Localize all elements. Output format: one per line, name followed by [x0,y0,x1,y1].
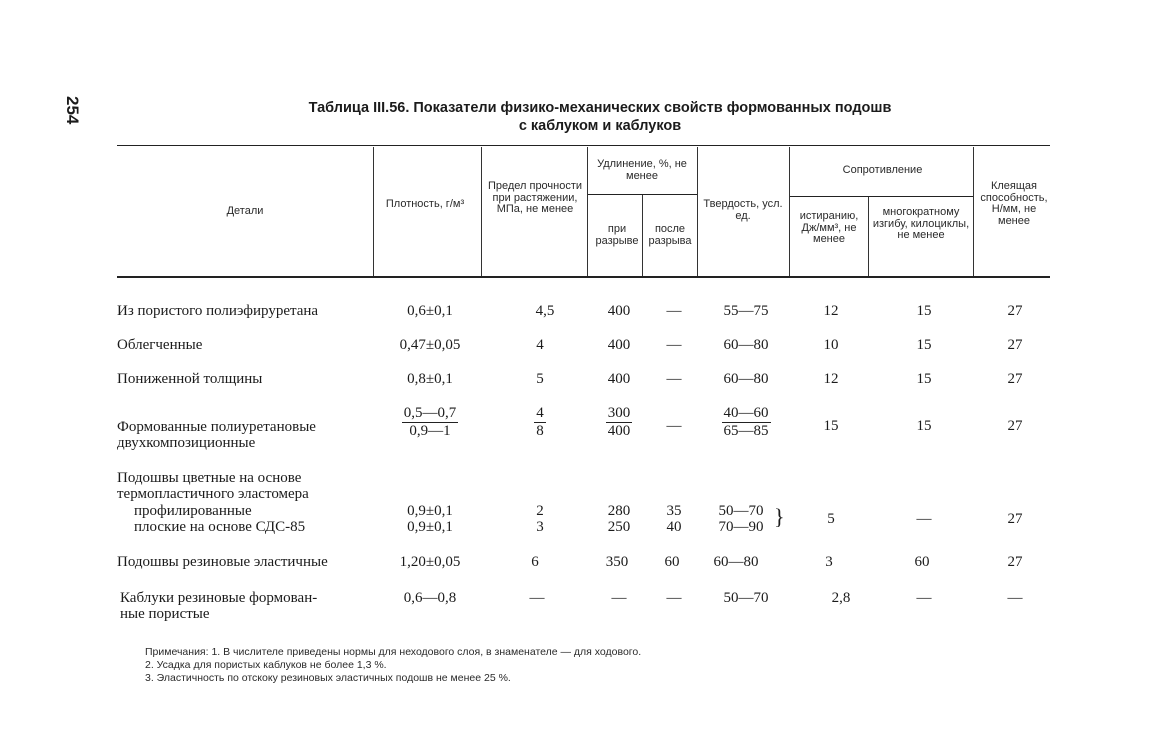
header-divider [481,147,482,276]
table-notes [145,646,641,685]
subrow-name: профилированные [134,503,252,519]
at-break-cell: 350 [605,554,629,570]
at-break-cell: 400 [607,303,631,319]
density-cell: 0,47±0,05 [399,337,461,353]
abrasion-cell: 5 [827,511,835,527]
strength-fraction [490,405,590,440]
resistance-subrule [790,196,973,197]
header-flex: многократному изгибу, килоциклы, не менее [872,206,970,241]
row-name: Облегченные [117,337,203,353]
strength-cell: 4,5 [535,303,555,319]
adhesion-cell: 27 [1007,337,1023,353]
note-line: 2. Усадка для пористых каблуков не более 1,3 %. [145,659,387,671]
flex-cell: — [916,511,932,527]
row-name-continued: термопластичного эластомера [117,486,309,502]
flex-cell: — [916,590,932,606]
strength-cell: 6 [531,554,539,570]
hardness-cell: 70—90 [718,519,764,535]
note-line: 3. Эластичность по отскоку резиновых эластичных подошв не менее 25 %. [145,672,511,684]
row-name: Подошвы цветные на основе [117,470,302,486]
table-title-continued: с каблуком и каблуков [518,118,682,134]
strength-denominator: 8 [536,423,544,439]
at-break-cell: 400 [607,371,631,387]
hardness-cell: 60—80 [713,554,759,570]
adhesion-cell: 27 [1007,371,1023,387]
adhesion-cell: 27 [1007,418,1023,434]
row-name: Из пористого полиэфируретана [117,303,319,319]
hardness-numerator: 40—60 [723,405,769,421]
row-name: Подошвы резиновые эластичные [117,554,328,570]
strength-cell: 2 [536,503,544,519]
subrow-name: плоские на основе СДС-85 [134,519,306,535]
at-break-numerator: 300 [607,405,631,421]
adhesion-cell: — [1007,590,1023,606]
row-name: Каблуки резиновые формован- [120,590,318,606]
at-break-fraction [590,405,648,440]
density-cell: 0,6—0,8 [403,590,457,606]
density-cell: 0,8±0,1 [407,371,453,387]
header-details: Детали [226,205,264,217]
at-break-cell: 250 [607,519,631,535]
hardness-cell: 60—80 [723,371,769,387]
header-bottom-rule [117,276,1050,278]
strength-cell: 3 [536,519,544,535]
adhesion-cell: 27 [1007,303,1023,319]
at-break-cell: 280 [607,503,631,519]
table-title: Таблица III.56. Показатели физико-механических свойств формованных подошв [308,100,892,116]
after-break-cell: — [666,590,682,606]
density-numerator: 0,5—0,7 [403,405,457,421]
adhesion-cell: 27 [1007,511,1023,527]
at-break-denominator: 400 [607,423,631,439]
after-break-cell: — [666,418,682,434]
header-divider [697,147,698,276]
abrasion-cell: 10 [823,337,839,353]
flex-cell: 15 [916,371,932,387]
after-break-cell: — [666,303,682,319]
header-hardness: Твердость, усл. ед. [703,198,783,222]
header-divider [587,147,588,276]
hardness-cell: 55—75 [723,303,769,319]
at-break-cell: 400 [607,337,631,353]
strength-numerator: 4 [536,405,544,421]
header-divider [868,197,869,276]
header-divider [373,147,374,276]
after-break-cell: 40 [666,519,682,535]
header-divider [973,147,974,276]
abrasion-cell: 3 [825,554,833,570]
adhesion-cell: 27 [1007,554,1023,570]
header-strength: Предел прочности при растяжении, МПа, не менее [487,180,583,215]
header-elongation-after-break: после разрыва [648,223,692,247]
flex-cell: 15 [916,303,932,319]
strength-cell: 4 [536,337,544,353]
header-top-rule [117,145,1050,146]
note-line: Примечания: 1. В числителе приведены нормы для неходового слоя, в знаменателе — для ходового. [145,646,642,658]
hardness-cell: 50—70 [718,503,764,519]
header-elongation: Удлинение, %, не менее [597,158,687,182]
strength-cell: — [529,590,545,606]
header-abrasion: истиранию, Дж/мм³, не менее [799,210,859,245]
abrasion-cell: 2,8 [831,590,851,606]
brace-icon: } [774,504,785,529]
after-break-cell: 60 [664,554,680,570]
flex-cell: 15 [916,337,932,353]
header-divider [789,147,790,276]
header-density: Плотность, г/м³ [385,198,465,210]
hardness-denominator: 65—85 [723,423,769,439]
header-divider [642,195,643,276]
hardness-cell: 60—80 [723,337,769,353]
density-fraction [380,405,480,440]
strength-cell: 5 [536,371,544,387]
flex-cell: 60 [914,554,930,570]
header-elongation-at-break: при разрыве [595,223,639,247]
header-resistance: Сопротивление [842,164,923,176]
density-cell: 1,20±0,05 [399,554,461,570]
density-denominator: 0,9—1 [409,423,451,439]
row-name: Пониженной толщины [117,371,263,387]
row-name: Формованные полиуретановые [117,419,316,435]
at-break-cell: — [611,590,627,606]
page-number: 254 [63,96,82,125]
flex-cell: 15 [916,418,932,434]
hardness-cell: 50—70 [723,590,769,606]
after-break-cell: 35 [666,503,682,519]
row-name-continued: ные пористые [120,606,210,622]
after-break-cell: — [666,337,682,353]
row-name-continued: двухкомпозиционные [117,435,256,451]
abrasion-cell: 15 [823,418,839,434]
header-adhesion: Клеящая способность, Н/мм, не менее [980,180,1048,227]
after-break-cell: — [666,371,682,387]
abrasion-cell: 12 [823,303,839,319]
hardness-fraction [705,405,787,440]
density-cell: 0,9±0,1 [407,519,453,535]
abrasion-cell: 12 [823,371,839,387]
density-cell: 0,9±0,1 [407,503,453,519]
density-cell: 0,6±0,1 [407,303,453,319]
